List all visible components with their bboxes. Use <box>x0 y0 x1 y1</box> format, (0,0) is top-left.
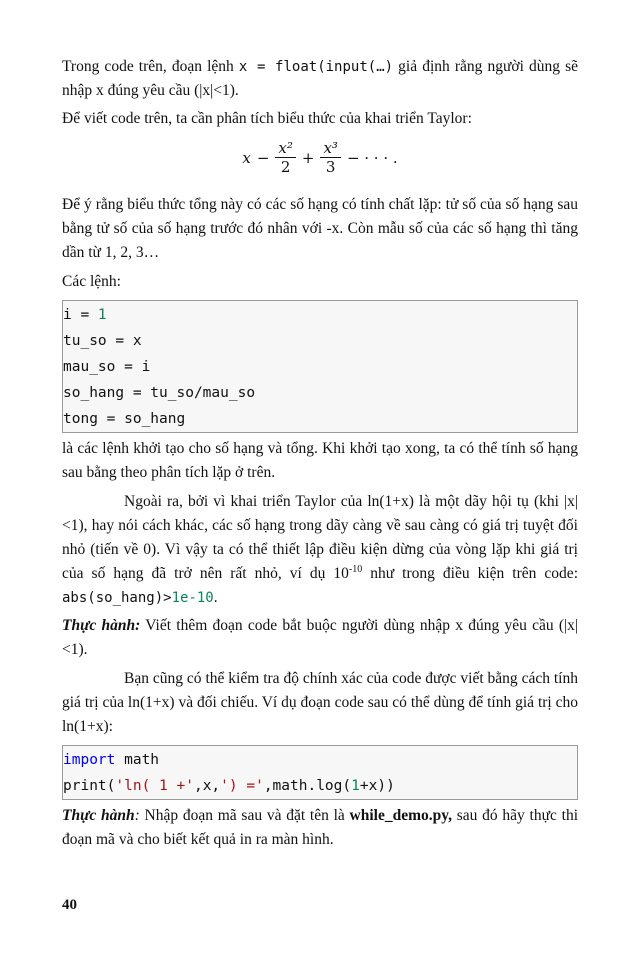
formula-operator: − <box>256 148 270 167</box>
fraction <box>320 139 340 176</box>
paragraph-intro <box>62 55 578 103</box>
paragraph-practice-1: Thực hành: Viết thêm đoạn code bắt buộc người dùng nhập x đúng yêu cầu (|x|<1). <box>62 617 578 658</box>
paragraph-check: Bạn cũng có thể kiểm tra độ chính xác của code được viết bằng cách tính giá trị của ln(1+x) và đối chiếu. Ví dụ đoạn code sau có thể dùng để tính giá trị cho ln(1+x): <box>62 670 578 735</box>
practice-label: Thực hành: <box>62 617 141 634</box>
code-line: so_hang = tu_so/mau_so <box>63 385 256 401</box>
code-line: print('ln( 1 +',x,') =',math.log(1+x)) <box>63 778 395 794</box>
page-number: 40 <box>62 897 77 913</box>
numerator: x³ <box>320 139 340 158</box>
code-line: mau_so = i <box>63 359 151 375</box>
code-block-math <box>62 745 578 800</box>
formula-tail: − · · · . <box>346 148 398 167</box>
formula-term: x <box>242 148 251 167</box>
denominator: 2 <box>280 158 291 176</box>
code-line: tu_so = x <box>63 333 142 349</box>
code-line: i = 1 <box>63 307 107 323</box>
text: giả định rằng người dùng sẽ nhập x đúng yêu cầu (|x|<1). <box>62 58 579 99</box>
formula-operator: + <box>301 148 315 167</box>
denominator: 3 <box>325 158 336 176</box>
practice-label: Thực hành <box>62 807 135 824</box>
paragraph-convergence: Ngoài ra, bởi vì khai triển Taylor của ln(1+x) là một dãy hội tụ (khi |x|<1), hay nói cách khác, các số hạng trong dãy càng về sau càng có giá trị tuyệt đối nhỏ (tiến về 0). Vì vậy ta có thể thiết lập điều kiện dừng của vòng lặp khi giá trị của số hạng đã trở nên rất nhỏ, ví dụ $10^{-10}$ như trong điều kiện trên code: abs(so_hang)>1e-10. <box>62 493 578 606</box>
text: Trong code trên, đoạn lệnh <box>62 58 239 75</box>
paragraph-practice-2: Thực hành: Nhập đoạn mã sau và đặt tên là while_demo.py, sau đó hãy thực thi đoạn mã và cho biết kết quả in ra màn hình. <box>62 807 578 848</box>
code-block-init <box>62 300 578 433</box>
code-line: import math <box>63 752 160 768</box>
code-line: tong = so_hang <box>63 411 186 427</box>
paragraph-init-explain: là các lệnh khởi tạo cho số hạng và tổng. Khi khởi tạo xong, ta có thể tính số hạng sau bằng theo phân tích lặp ở trên. <box>62 440 578 481</box>
file-name: while_demo.py, <box>349 807 453 824</box>
page-content <box>62 55 578 852</box>
numerator: x² <box>275 139 295 158</box>
taylor-formula <box>62 133 578 185</box>
inline-code: x = float(input(…) <box>238 59 394 75</box>
paragraph-commands-label: Các lệnh: <box>62 273 121 290</box>
paragraph-observation: Để ý rằng biểu thức tổng này có các số hạng có tính chất lặp: tử số của số hạng sau bằng tử số của số hạng trước đó nhân với -x. Còn mẫu số của các số hạng thì tăng dần từ 1, 2, 3… <box>62 196 578 261</box>
paragraph-taylor: Để viết code trên, ta cần phân tích biểu thức của khai triển Taylor: <box>62 110 472 127</box>
fraction <box>275 139 295 176</box>
